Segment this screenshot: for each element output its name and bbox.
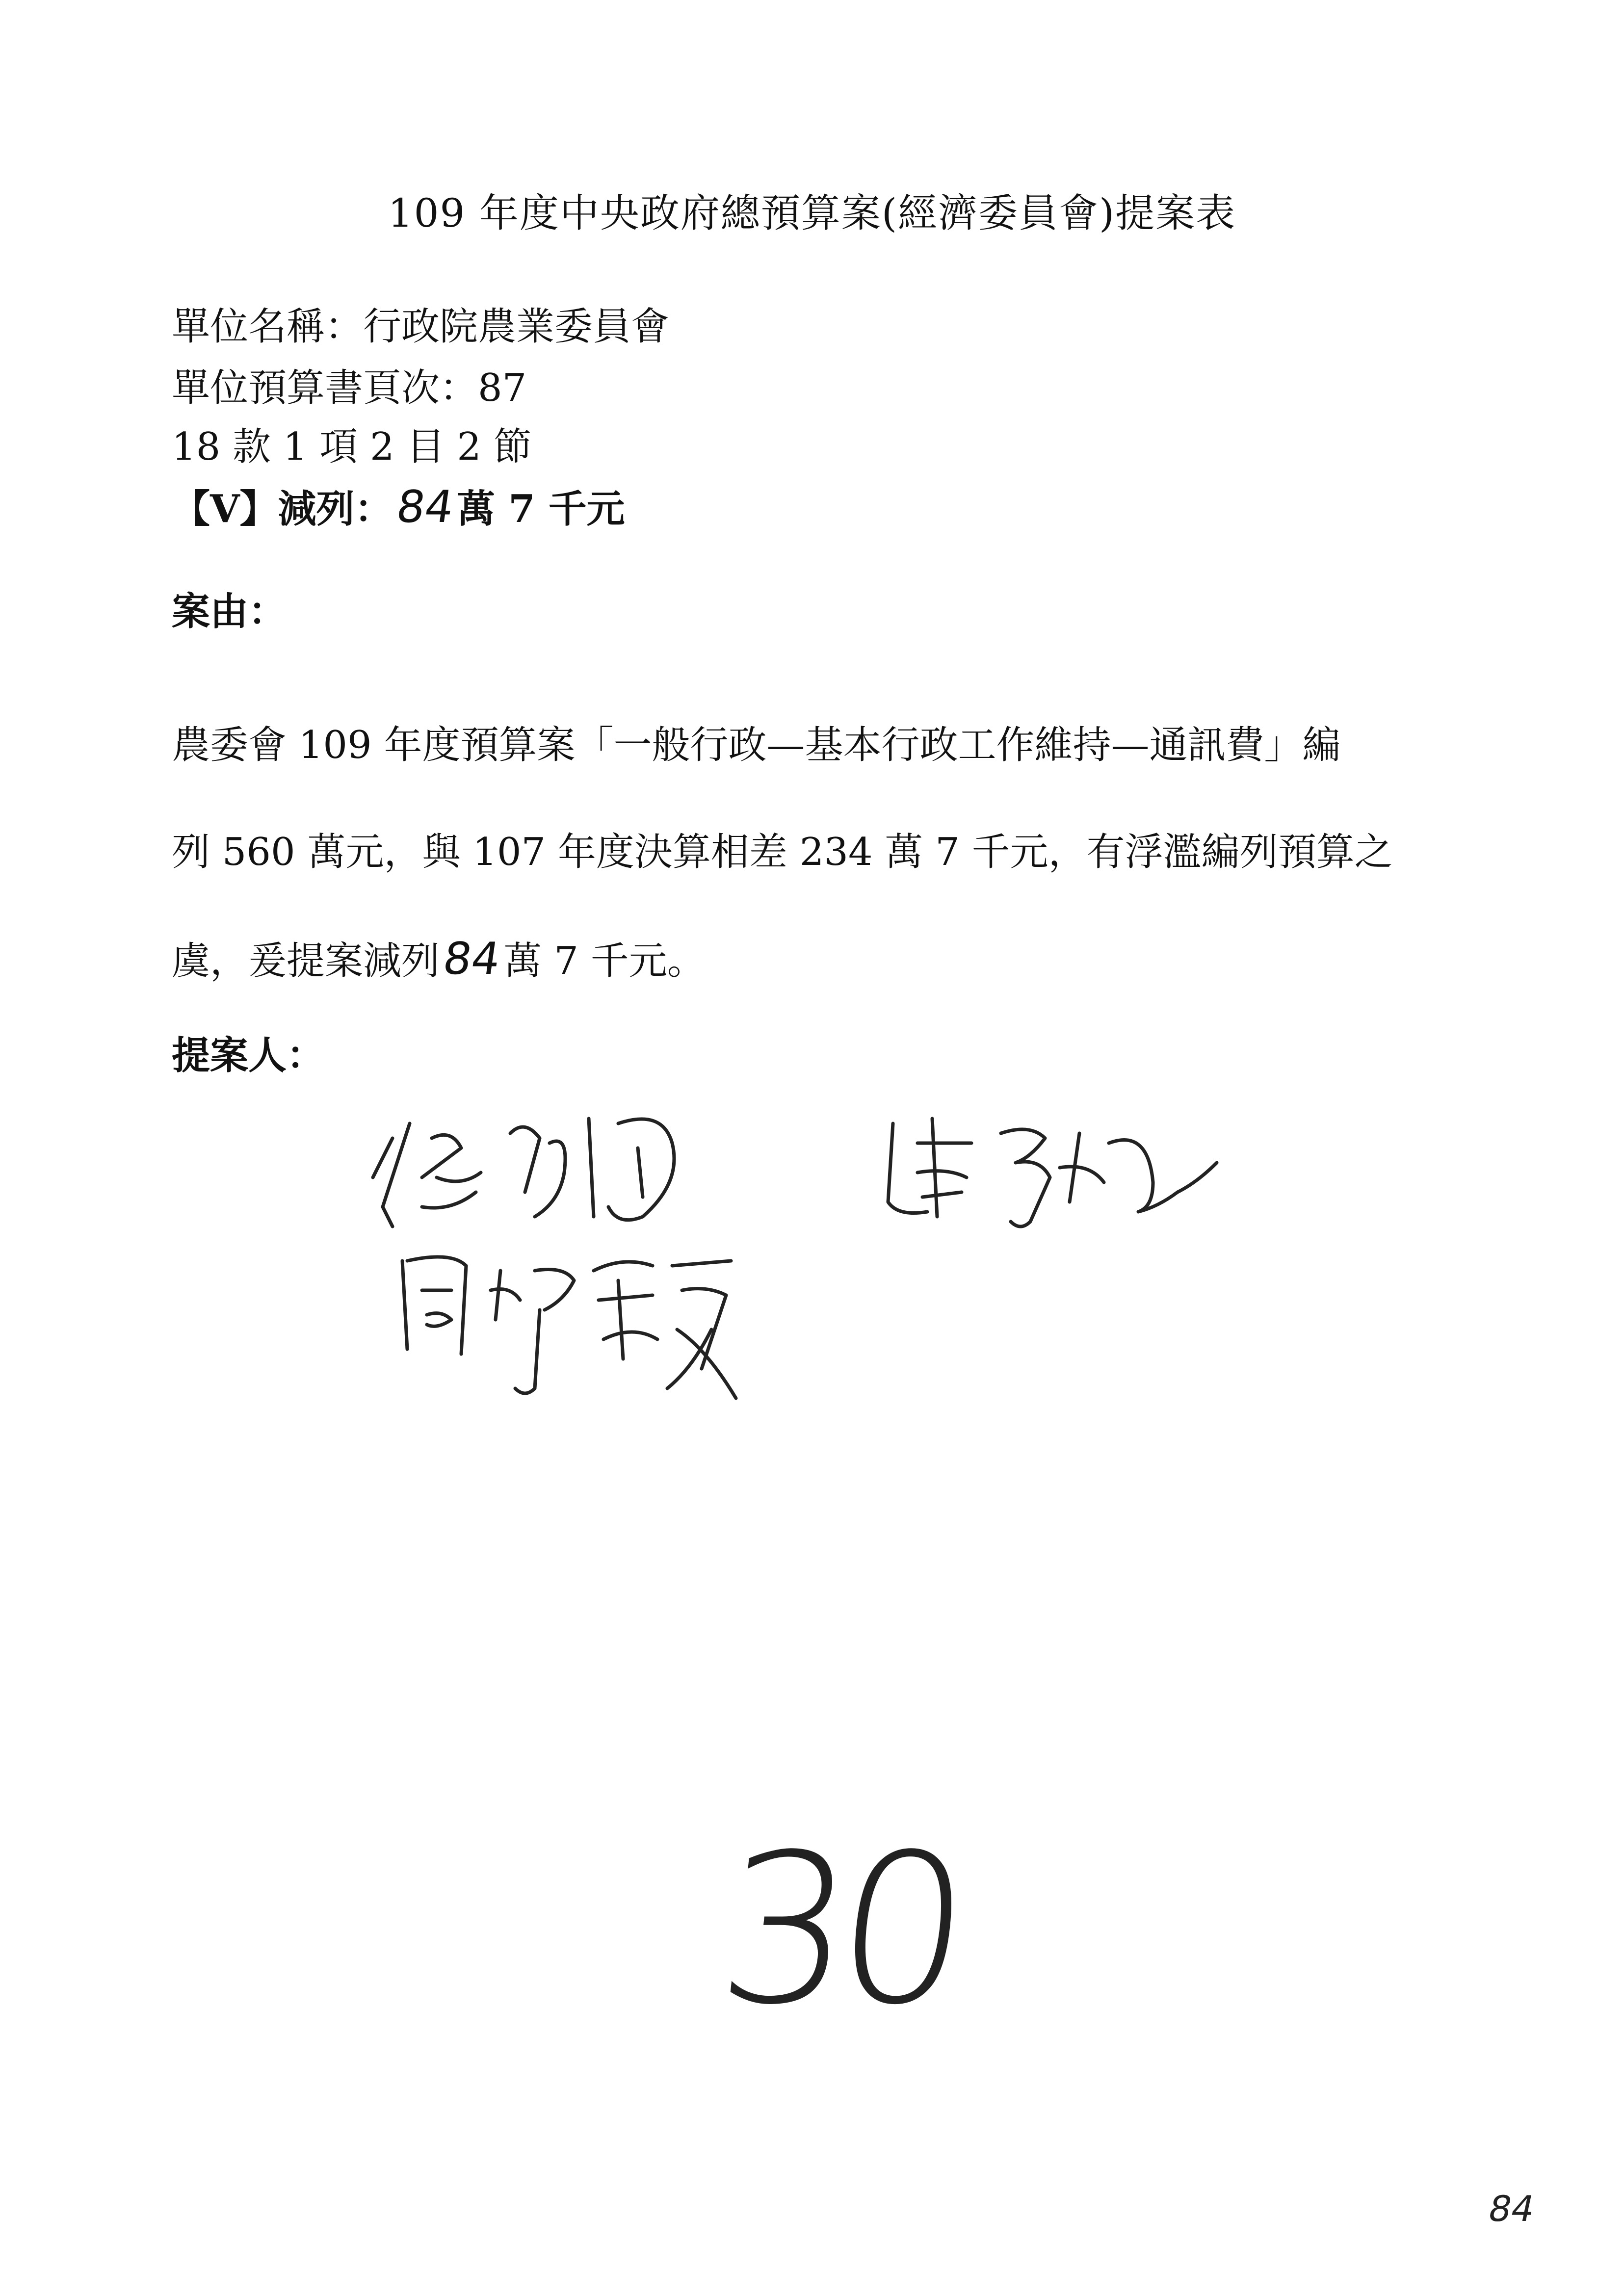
reason-line-3 <box>172 906 1487 1015</box>
page-number-handwritten: 30 <box>708 1810 967 2050</box>
cut-line <box>172 481 625 534</box>
reason-heading: 案由： <box>172 589 287 634</box>
corner-mark-handwritten: 84 <box>1485 2188 1539 2229</box>
page-title: 109 年度中央政府總預算案(經濟委員會)提案表 <box>388 190 1236 236</box>
signature-3 <box>873 1104 1266 1251</box>
proposer-heading: 提案人： <box>172 1033 325 1078</box>
signature-1 <box>363 1079 756 1256</box>
reason-line-3-suffix: 萬 7 千元。 <box>503 939 706 983</box>
reason-amount-handwritten: 84 <box>440 933 503 985</box>
signature-2 <box>388 1241 780 1428</box>
budget-page: 單位預算書頁次：87 <box>172 366 527 410</box>
reason-body <box>172 692 1487 1015</box>
reason-line-1: 農委會 109 年度預算案「一般行政—基本行政工作維持—通訊費」編 <box>172 723 1341 767</box>
item-code: 18 款 1 項 2 目 2 節 <box>172 425 532 469</box>
reason-line-3-prefix: 虞，爰提案減列 <box>172 939 440 983</box>
cut-prefix: 【V】減列： <box>172 487 393 531</box>
unit-name: 單位名稱：行政院農業委員會 <box>172 305 670 349</box>
reason-line-2: 列 560 萬元，與 107 年度決算相差 234 萬 7 千元，有浮濫編列預算之 <box>172 830 1393 874</box>
cut-amount-handwritten: 84 <box>393 481 457 533</box>
cut-suffix: 萬 7 千元 <box>457 487 625 531</box>
